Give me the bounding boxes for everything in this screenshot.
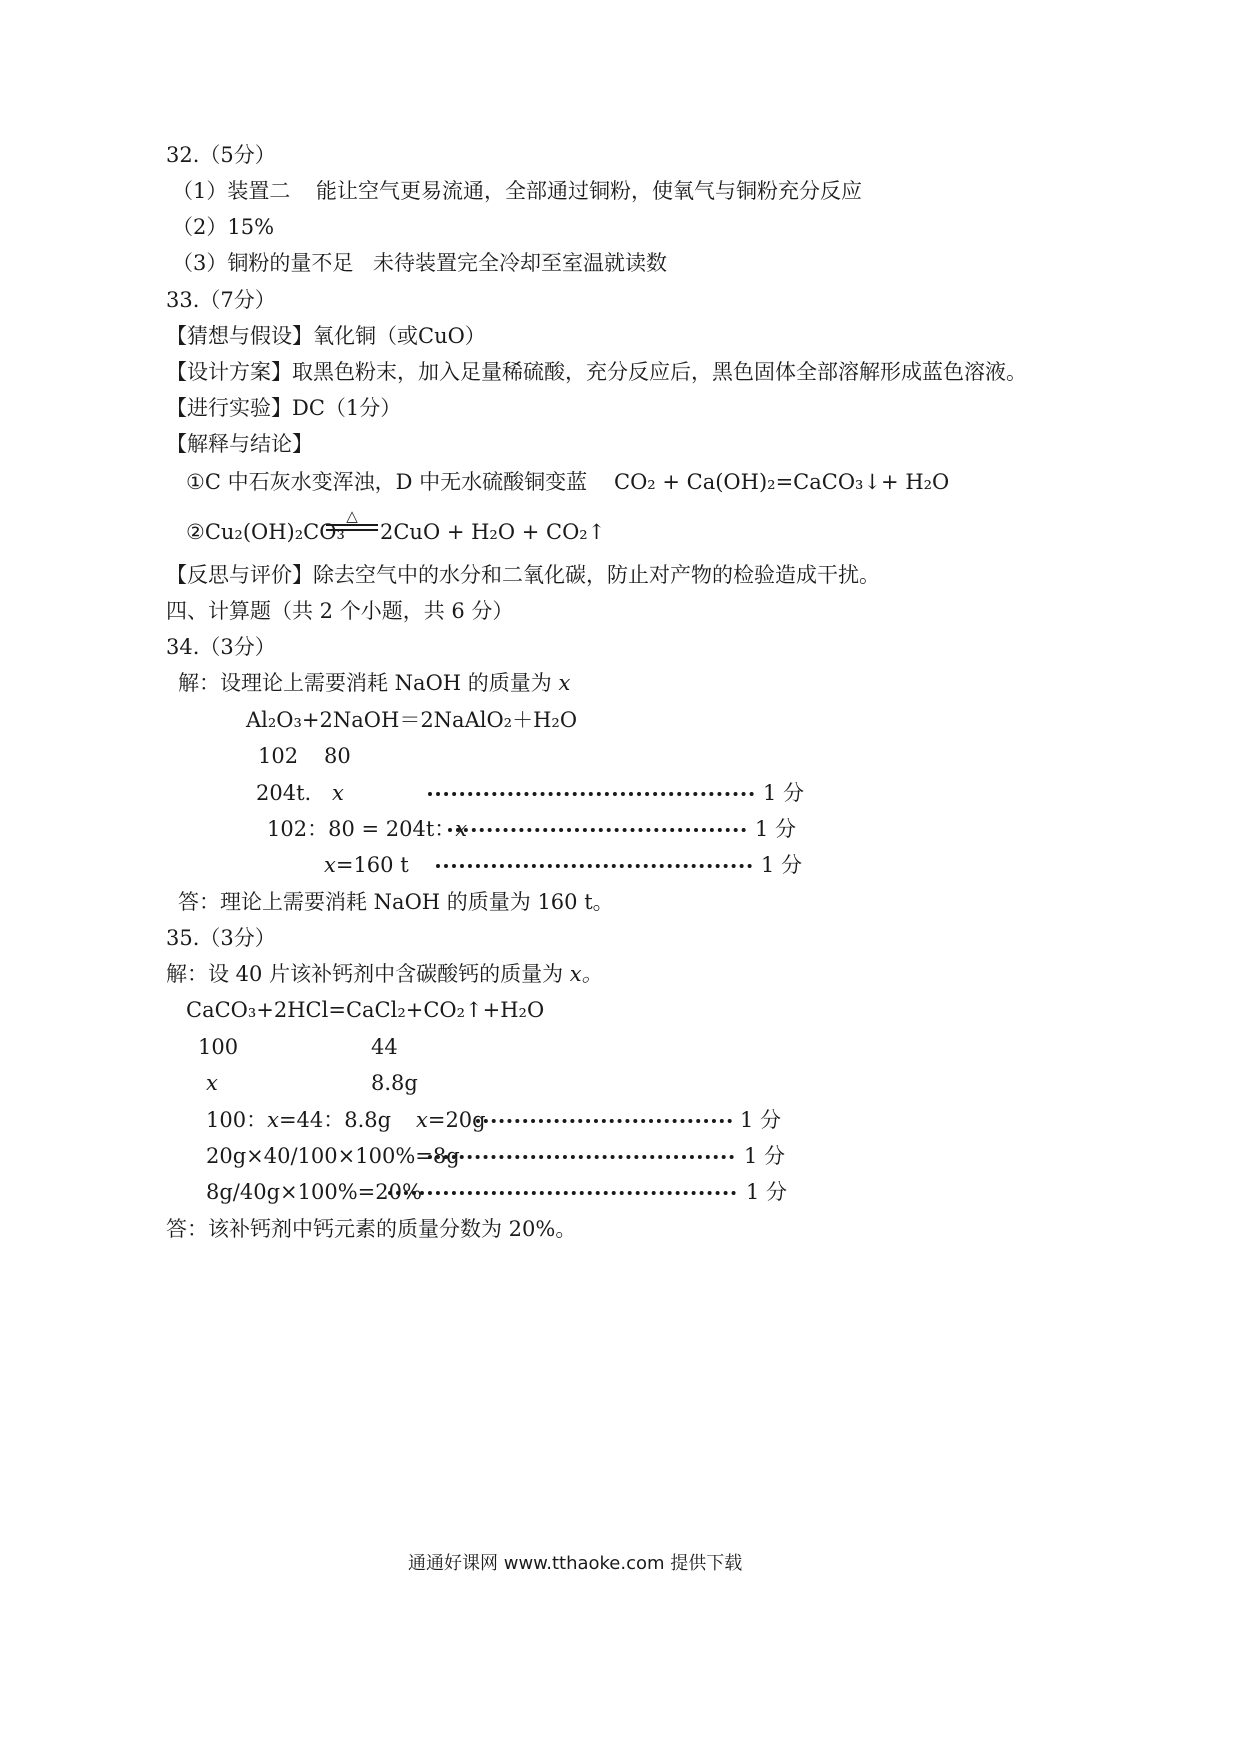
q35-equation: CaCO₃+2HCl=CaCl₂+CO₂↑+H₂O	[186, 998, 545, 1022]
q35-calc-3: 8g/40g×100%=20%	[206, 1180, 422, 1204]
q34-given-1: 204t.	[256, 781, 312, 805]
heating-condition-sign	[326, 508, 378, 531]
q34-ratio: 102：80 = 204t：x	[267, 817, 468, 841]
q34-score-1: 1 分	[763, 781, 805, 805]
q35-intro: 解：设 40 片该补钙剂中含碳酸钙的质量为 x。	[166, 962, 603, 986]
q35-ratio: 100：x=44：8.8g	[206, 1108, 392, 1132]
q34-given-2: x	[332, 781, 344, 805]
q35-calc-2: 20g×40/100×100%=8g	[206, 1144, 460, 1168]
q33-explain-2-reactant: ②Cu₂(OH)₂CO₃	[186, 520, 345, 544]
q35-title: 35.（3分）	[166, 926, 276, 950]
q33-reflect: 【反思与评价】除去空气中的水分和二氧化碳，防止对产物的检验造成干扰。	[166, 563, 880, 587]
q32-line3-label: （3）铜粉的量不足	[172, 251, 354, 275]
dot-leader	[428, 792, 754, 796]
q34-score-2: 1 分	[755, 817, 797, 841]
double-equal-sign	[326, 524, 378, 531]
dot-leader	[428, 1155, 734, 1159]
q34-result: x=160 t	[324, 853, 409, 877]
dot-leader	[436, 864, 752, 868]
q35-given-2: 8.8g	[371, 1071, 418, 1095]
dot-leader	[448, 828, 746, 832]
q34-intro-var: x	[558, 671, 571, 695]
q35-score-2: 1 分	[744, 1144, 786, 1168]
q33-explain-2-products: 2CuO + H₂O + CO₂↑	[380, 520, 606, 544]
q33-experiment: 【进行实验】DC（1分）	[166, 396, 402, 420]
q34-ratio-var: x	[455, 817, 468, 841]
heat-triangle-icon: △	[346, 507, 358, 525]
q34-score-3: 1 分	[761, 853, 803, 877]
q32-line2: （2）15%	[172, 215, 275, 239]
dot-leader	[388, 1191, 736, 1195]
q32-title: 32.（5分）	[166, 143, 276, 167]
q35-answer: 答：该补钙剂中钙元素的质量分数为 20%。	[166, 1217, 577, 1241]
q35-molar-mass-2: 44	[371, 1035, 398, 1059]
q35-score-1: 1 分	[740, 1108, 782, 1132]
q33-explain-heading: 【解释与结论】	[166, 432, 313, 456]
section-four-heading: 四、计算题（共 2 个小题，共 6 分）	[166, 599, 514, 623]
q35-intro-var: x。	[569, 962, 603, 986]
q34-molar-mass-2: 80	[324, 744, 351, 768]
q34-answer: 答：理论上需要消耗 NaOH 的质量为 160 t。	[178, 890, 614, 914]
q35-molar-mass-1: 100	[198, 1035, 239, 1059]
q35-ratio-result: x=20g	[416, 1108, 486, 1132]
footer-source: 通通好课网 www.tthaoke.com 提供下载	[408, 1553, 743, 1574]
q34-molar-mass-1: 102	[258, 744, 299, 768]
q33-title: 33.（7分）	[166, 288, 276, 312]
q35-score-3: 1 分	[746, 1180, 788, 1204]
q35-given-1: x	[206, 1071, 218, 1095]
q34-title: 34.（3分）	[166, 635, 276, 659]
q32-line1-label: （1）装置二	[172, 179, 291, 203]
q34-equation: Al₂O₃+2NaOH＝2NaAlO₂＋H₂O	[246, 708, 578, 732]
dot-leader	[476, 1119, 732, 1123]
q33-explain-1-equation: CO₂ + Ca(OH)₂=CaCO₃↓+ H₂O	[614, 470, 950, 494]
q32-line1-text: 能让空气更易流通，全部通过铜粉，使氧气与铜粉充分反应	[316, 179, 862, 203]
q33-design: 【设计方案】取黑色粉末，加入足量稀硫酸，充分反应后，黑色固体全部溶解形成蓝色溶液。	[166, 360, 1027, 384]
q32-line3-text: 未待装置完全冷却至室温就读数	[373, 251, 667, 275]
q34-intro: 解：设理论上需要消耗 NaOH 的质量为 x	[178, 671, 571, 695]
q33-guess: 【猜想与假设】氧化铜（或CuO）	[166, 324, 486, 348]
q33-explain-1-text: ①C 中石灰水变浑浊，D 中无水硫酸铜变蓝	[186, 470, 588, 494]
